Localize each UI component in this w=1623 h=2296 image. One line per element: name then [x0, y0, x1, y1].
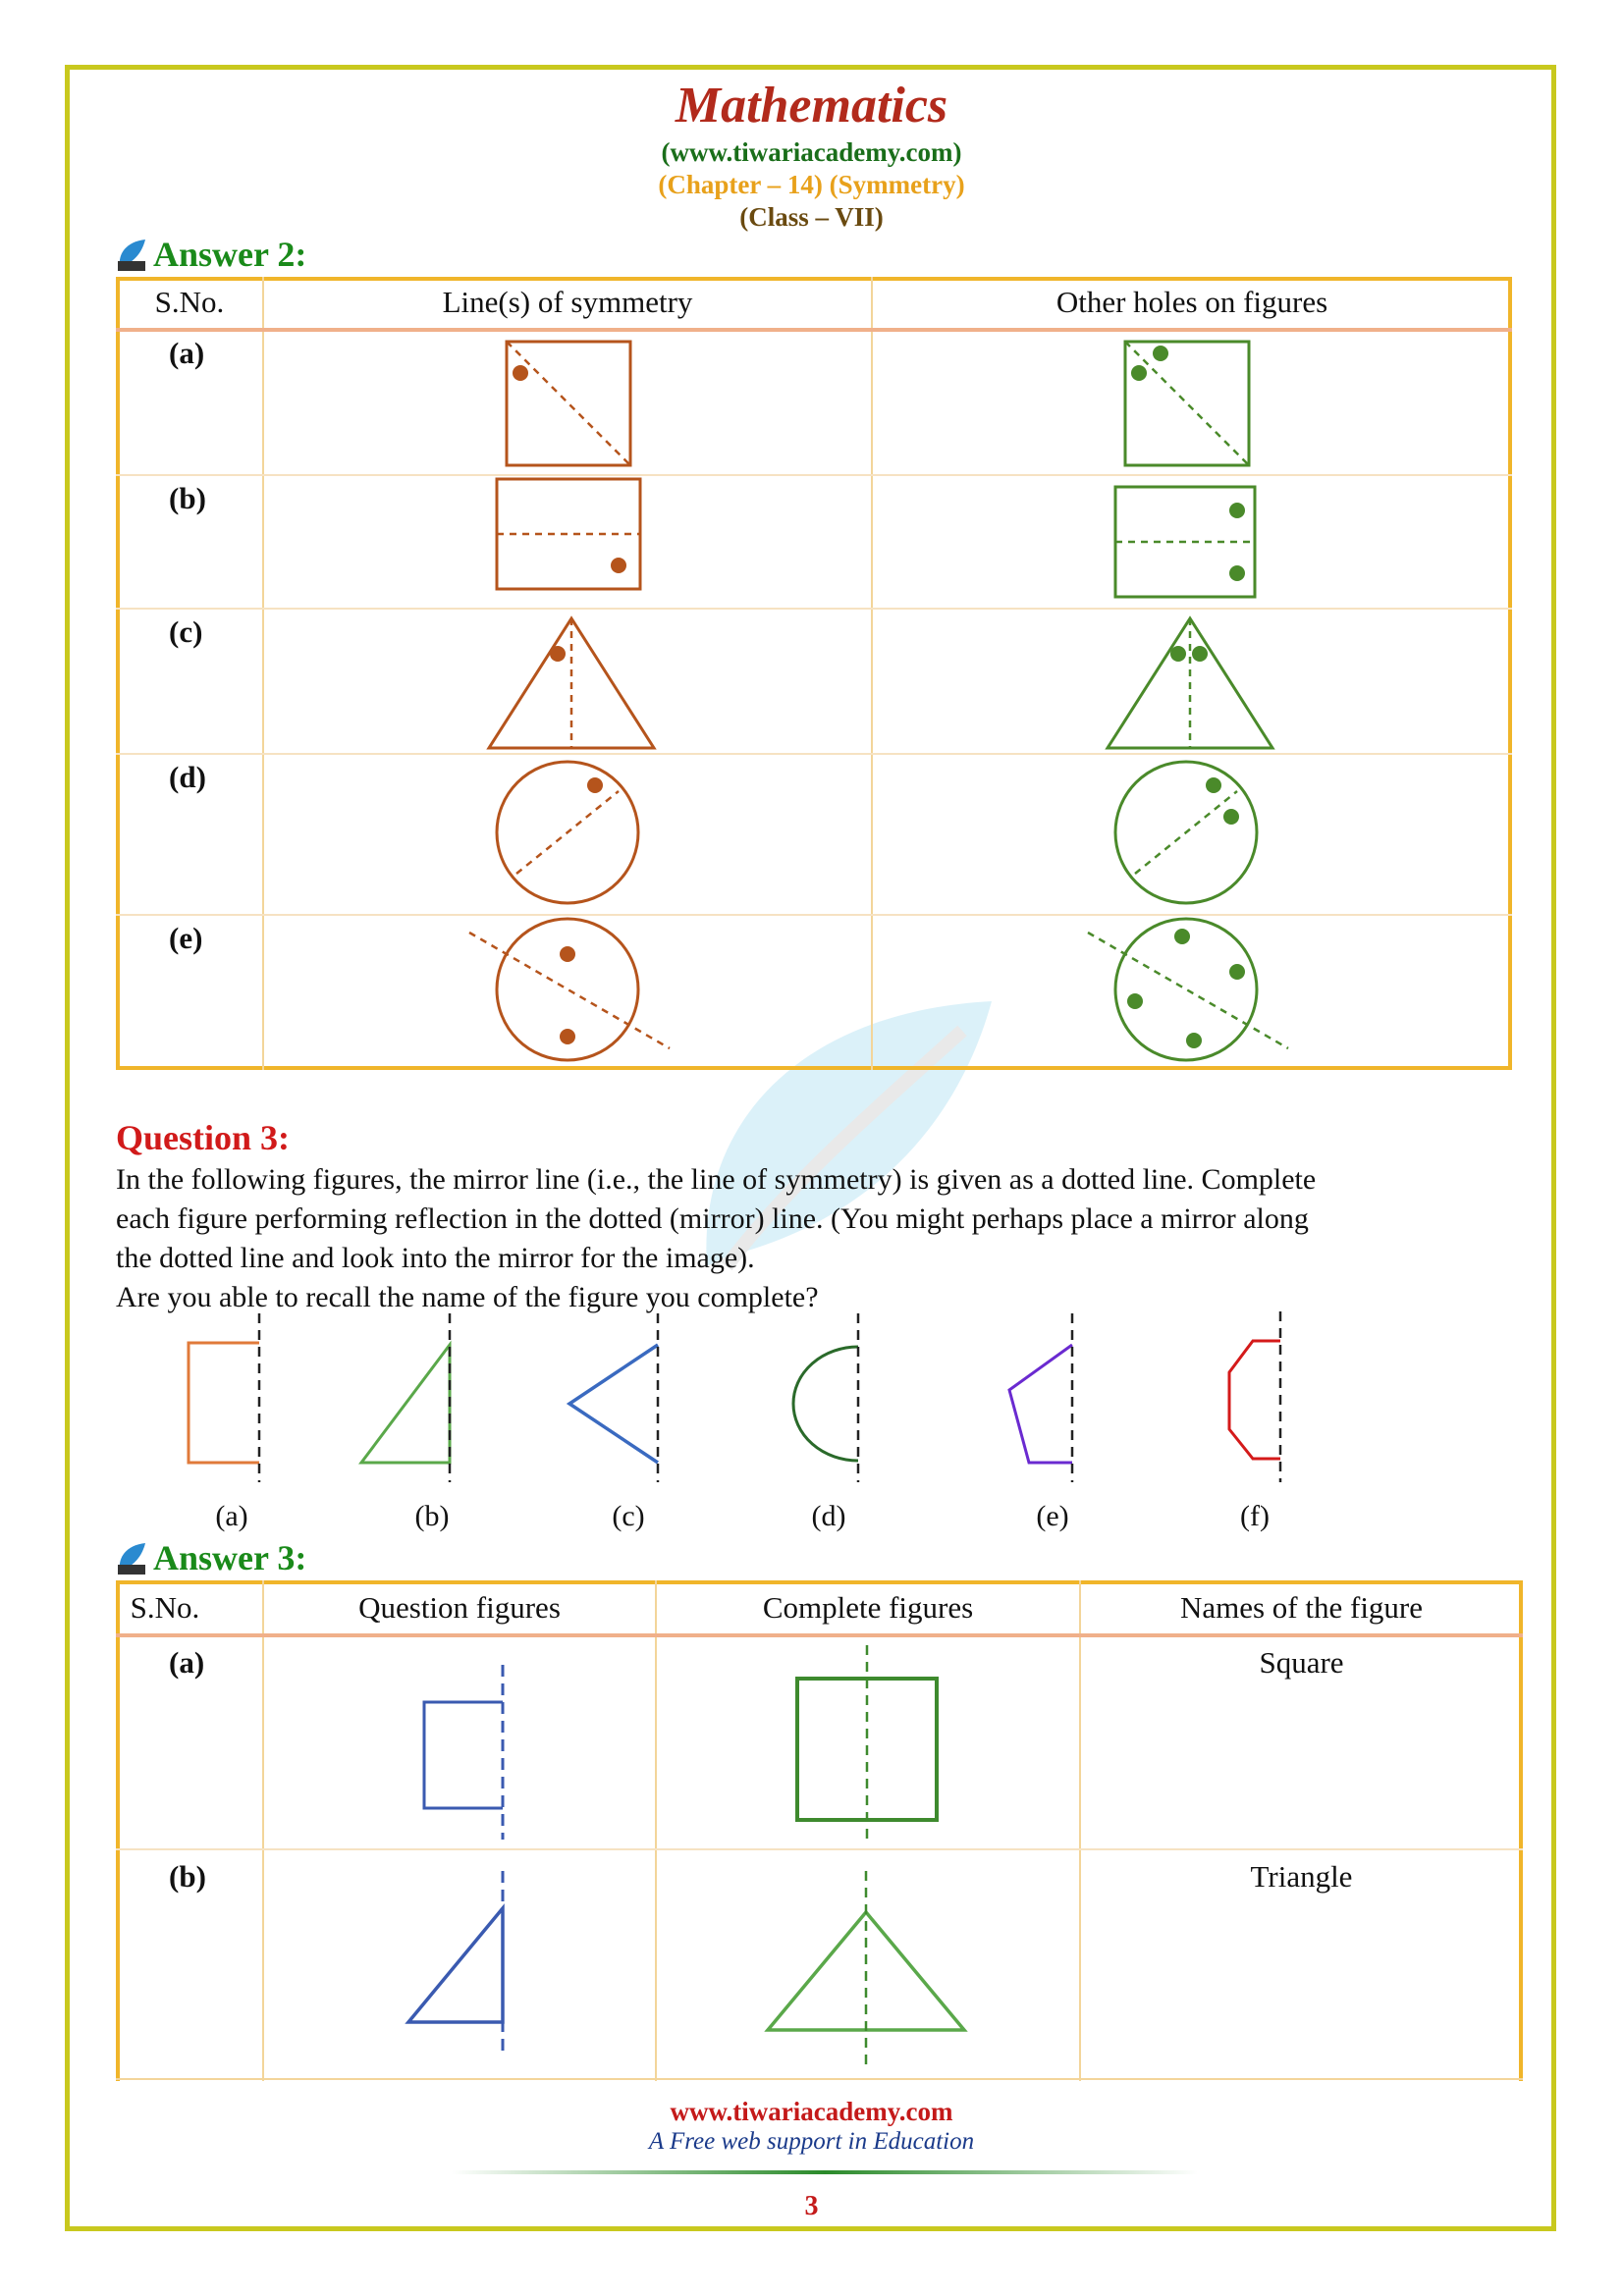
q3-label-d: (d) [811, 1500, 846, 1532]
a3-col-names: Names of the figure [1179, 1590, 1424, 1625]
question3-text: In the following figures, the mirror line (i.e., the line of symmetry) is given as a dotted line. Complete each figure performing reflection in the dotted (mirror) line. (You might perhaps place a mirror along the dotted line and look into the mirror for the image). Are you able to recall the name of the figure you complete? [116, 1163, 1317, 1313]
answer3-heading: Answer 3: [116, 1537, 306, 1578]
a3-row-b-name: Triangle [1250, 1859, 1353, 1894]
a2-row-e: (e) [169, 921, 203, 955]
a2-a-holes-figure [1109, 334, 1267, 471]
a2-c-holes-figure [1100, 611, 1286, 758]
a3-col-complete: Complete figures [762, 1590, 974, 1625]
q3-label-f: (f) [1240, 1500, 1270, 1532]
a3-row-a-name: Square [1259, 1645, 1344, 1680]
q3-figure-e [992, 1306, 1090, 1492]
q3-label-b: (b) [414, 1500, 450, 1532]
header-chapter: (Chapter – 14) (Symmetry) [658, 170, 965, 199]
answer2-heading: Answer 2: [116, 234, 306, 275]
q3-figure-a [177, 1306, 275, 1492]
a3-a-question-figure [412, 1659, 511, 1845]
a2-e-holes-figure [1080, 911, 1306, 1068]
a2-e-symmetry-figure [461, 911, 687, 1068]
a2-col-lines: Line(s) of symmetry [442, 285, 693, 319]
q3-label-a: (a) [215, 1500, 248, 1532]
a2-d-holes-figure [1106, 756, 1272, 913]
q3-label-c: (c) [612, 1500, 645, 1532]
q3-figure-d [785, 1306, 884, 1492]
q3-label-e: (e) [1036, 1500, 1069, 1532]
tiwari-logo-icon [116, 238, 147, 271]
a2-c-symmetry-figure [481, 611, 668, 758]
page-number: 3 [804, 2191, 819, 2221]
a2-row-d: (d) [169, 760, 206, 794]
a2-d-symmetry-figure [487, 756, 654, 913]
a2-row-b: (b) [169, 481, 206, 515]
footer-divider [452, 2167, 1198, 2177]
a3-col-sno: S.No. [130, 1590, 200, 1625]
footer-site-link[interactable]: www.tiwariacademy.com [670, 2097, 953, 2126]
a3-row-a-sno: (a) [169, 1645, 205, 1680]
a2-row-c: (c) [169, 614, 203, 649]
a3-b-question-figure [401, 1865, 518, 2061]
a2-row-a: (a) [169, 336, 205, 370]
tiwari-logo-icon [116, 1541, 147, 1575]
a3-a-complete-figure [785, 1639, 952, 1845]
header-class: (Class – VII) [739, 202, 884, 232]
a2-b-symmetry-figure [481, 471, 658, 599]
q3-figure-f [1198, 1306, 1296, 1492]
a2-b-holes-figure [1100, 479, 1276, 607]
a2-col-holes: Other holes on figures [1055, 285, 1328, 319]
header-site: (www.tiwariacademy.com) [661, 137, 962, 167]
a3-col-question: Question figures [358, 1590, 561, 1625]
q3-figure-c [560, 1306, 668, 1492]
q3-figure-b [353, 1306, 461, 1492]
a3-b-complete-figure [756, 1865, 972, 2071]
page-title: Mathematics [675, 78, 948, 133]
a2-a-symmetry-figure [491, 334, 648, 471]
question3-heading: Question 3: [116, 1118, 291, 1157]
a2-col-sno: S.No. [154, 285, 225, 319]
a3-row-b-sno: (b) [169, 1859, 206, 1894]
footer-tagline: A Free web support in Education [648, 2128, 975, 2155]
